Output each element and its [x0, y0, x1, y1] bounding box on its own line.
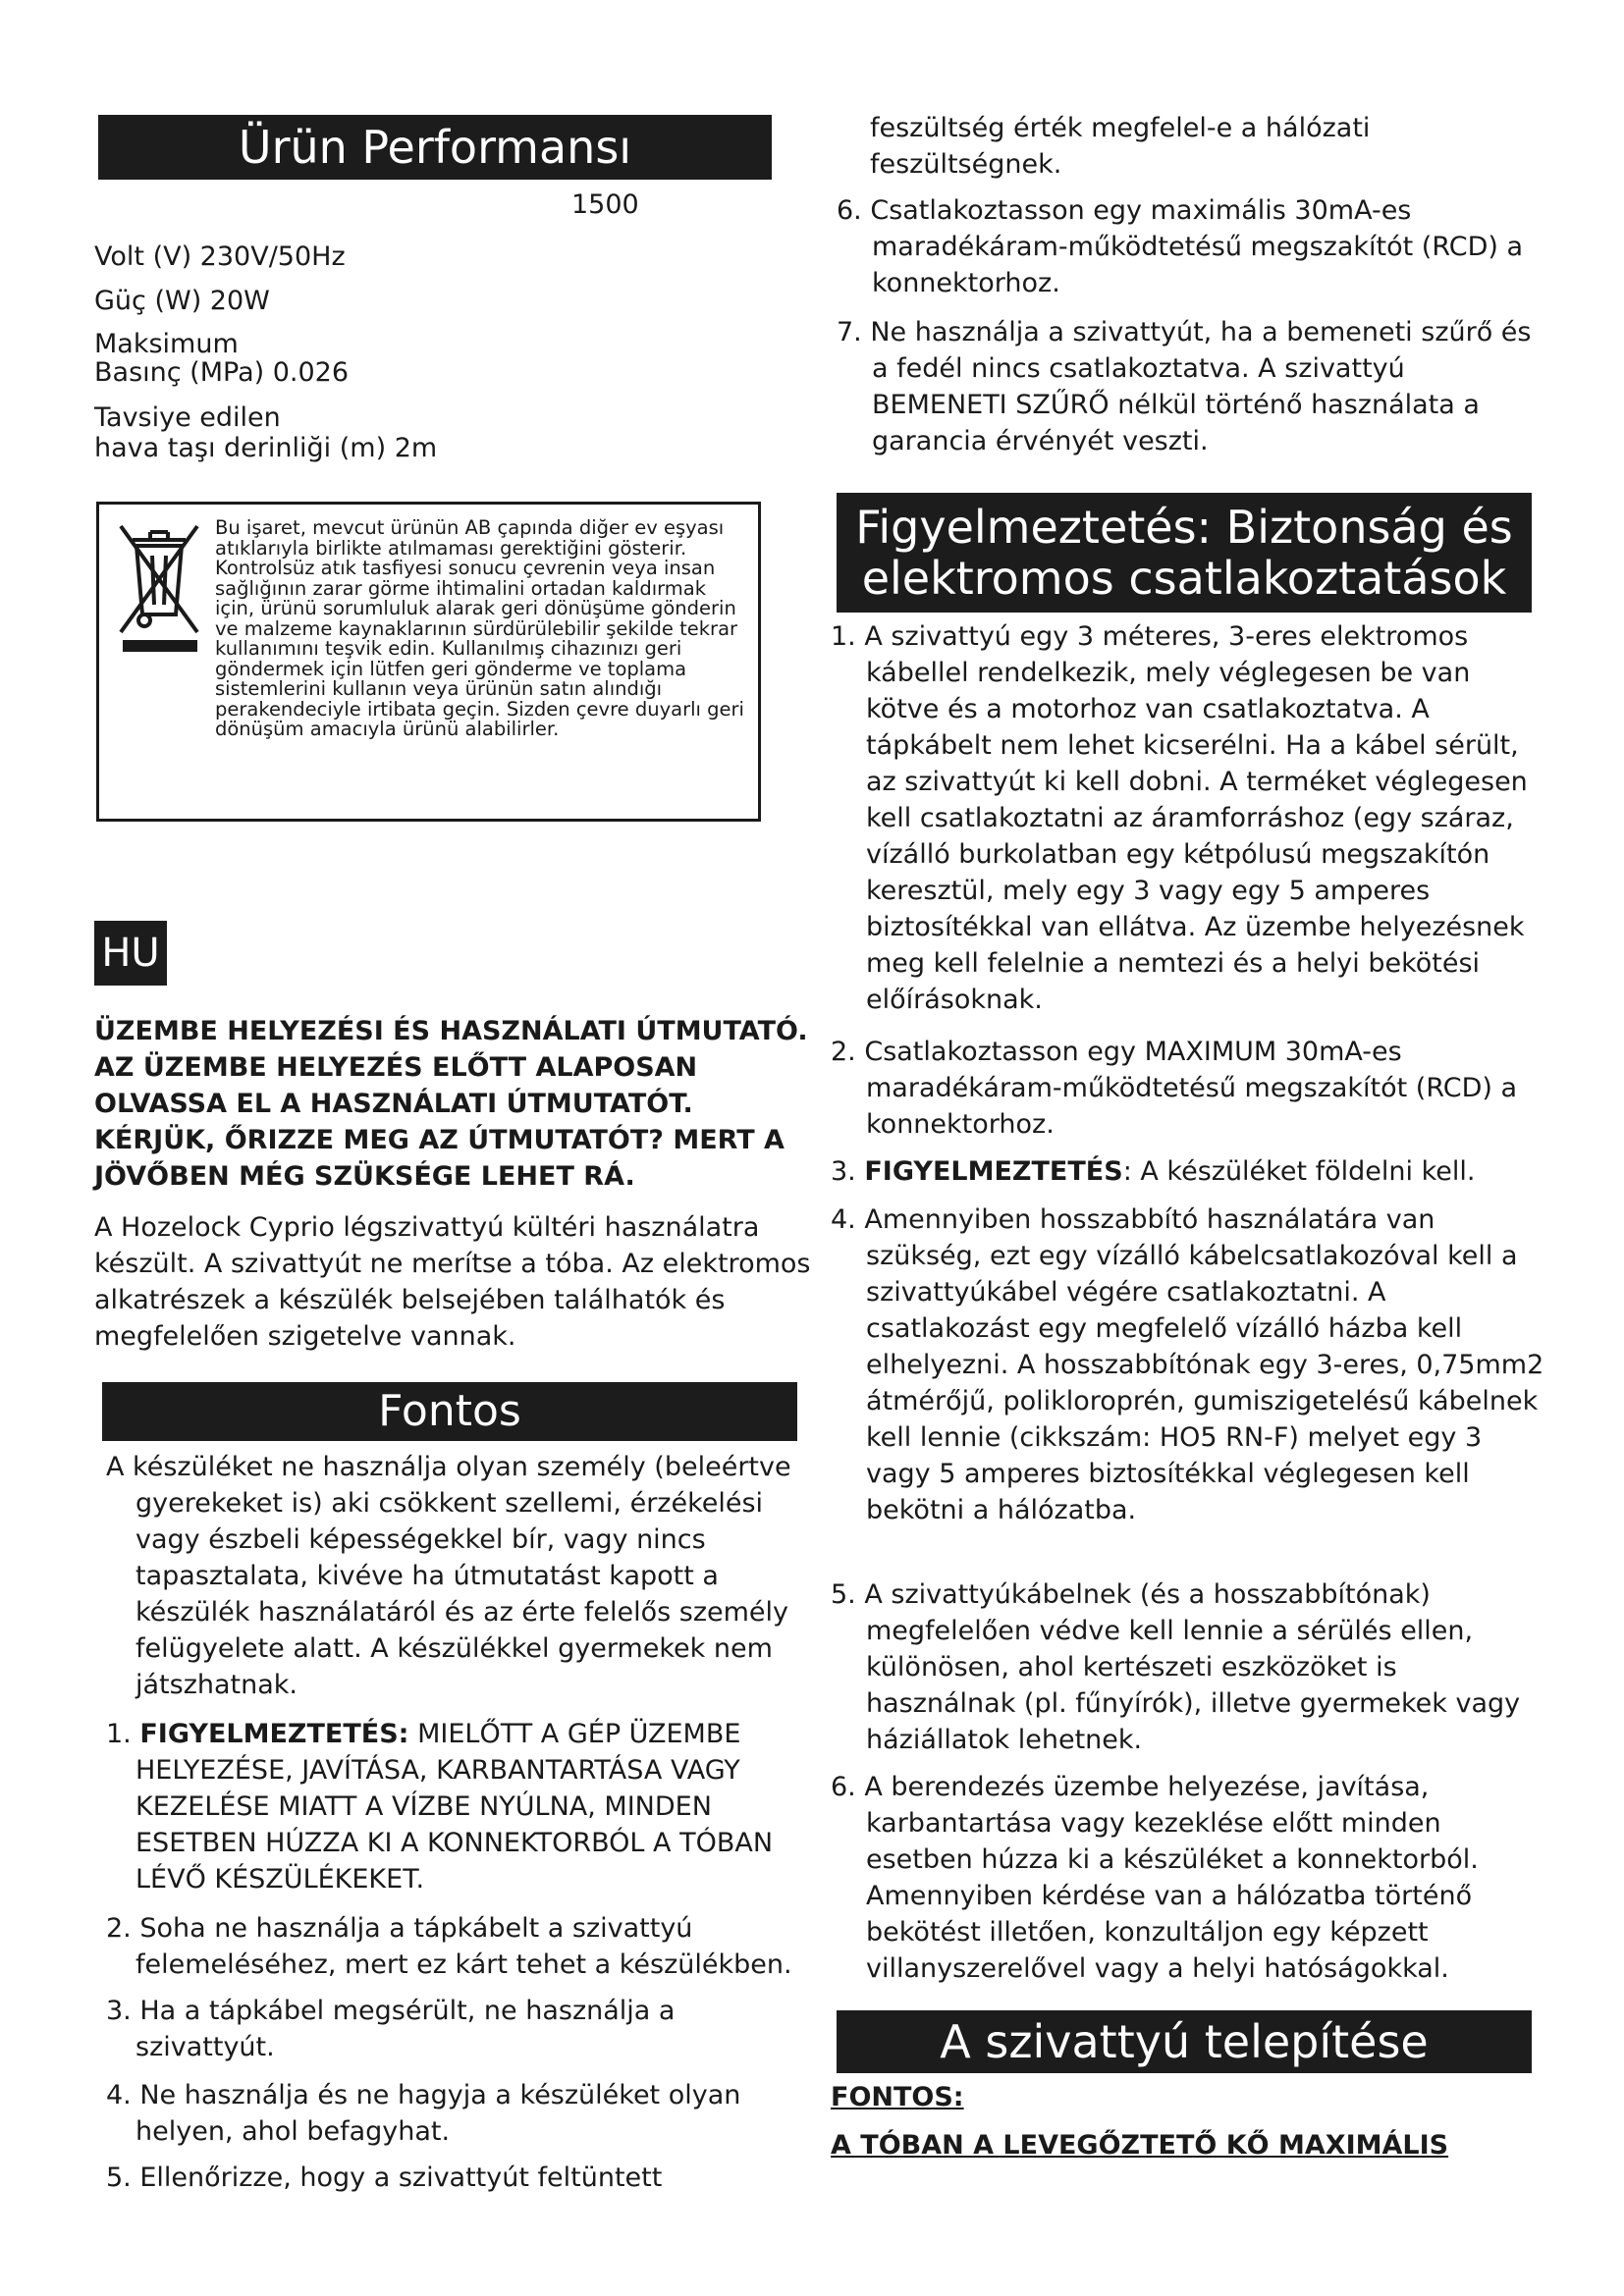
- fontos-item-5: 5. Ellenőrizze, hogy a szivattyút feltüntett: [106, 2163, 663, 2193]
- language-badge: [94, 921, 167, 986]
- intro-text: A Hozelock Cyprio légszivattyú kültéri használatra készült. A szivattyút ne merítse a tóba. Az elektromos alkatrészek a készülék belsejében találhatók és megfelelően szigetelve vannak.: [94, 1212, 811, 1352]
- performance-title-bar: [98, 115, 772, 180]
- spec-depth-label: Tavsiye edilen: [94, 402, 281, 433]
- warning-title-bar: [837, 493, 1532, 613]
- spec-pressure: Basınç (MPa) 0.026: [94, 357, 350, 388]
- warning-item-2: 2. Csatlakoztasson egy MAXIMUM 30mA-es maradékáram-működtetésű megszakítót (RCD) a konnektorhoz.: [831, 1037, 1518, 1140]
- install-first-line: A TÓBAN A LEVEGŐZTETŐ KŐ MAXIMÁLIS: [831, 2130, 1449, 2161]
- weee-notice-box: [96, 502, 761, 822]
- fontos-item-1-text: MIELŐTT A GÉP ÜZEMBE HELYEZÉSE, JAVÍTÁSA, KARBANTARTÁSA VAGY KEZELÉSE MIATT A VÍZBE NYÚLNA, MINDEN ESETBEN HÚZZA KI A KONNEKTORBÓL A TÓBAN LÉVŐ KÉSZÜLÉKEKET.: [135, 1719, 774, 1895]
- fontos-item-3: 3. Ha a tápkábel megsérült, ne használja a szivattyút.: [106, 1996, 676, 2062]
- warning-item-3-number: 3.: [831, 1156, 856, 1187]
- warning-item-6: 6. A berendezés üzembe helyezése, javítása, karbantartása vagy kezeklése előtt minden esetben húzza ki a készüléket a konnektorból. Amennyiben kérdése van a hálózatba történő bekötést illetően, konzultáljon egy képzett villanyszerelővel vagy a helyi hatóságokkal.: [831, 1772, 1479, 1984]
- item-5-continued: feszültség érték megfelel-e a hálózati feszültségnek.: [870, 113, 1371, 180]
- warning-item-3-text: : A készüléket földelni kell.: [1122, 1156, 1476, 1187]
- fontos-item-1: [106, 1716, 813, 1897]
- item-7: 7. Ne használja a szivattyút, ha a bemeneti szűrő és a fedél nincs csatlakoztatva. A szivattyú BEMENETI SZŰRŐ nélkül történő használata a garancia érvényét veszti.: [837, 317, 1532, 456]
- warning-item-4: 4. Amennyiben hosszabbító használatára van szükség, ezt egy vízálló kábelcsatlakozóval kell a szivattyúkábel végére csatlakoztatni. A csatlakozást egy megfelelő vízálló házba kell elhelyezni. A hosszabbítónak egy 3-eres, 0,75mm2 átmérőjű, polikloroprén, gumiszigetelésű kábelnek kell lennie (cikkszám: HO5 RN-F) melyet egy 3 vagy 5 amperes biztosítékkal véglegesen kell bekötni a hálózatba.: [831, 1204, 1544, 1525]
- warning-item-1: 1. A szivattyú egy 3 méteres, 3-eres elektromos kábellel rendelkezik, mely véglegesen be van kötve és a motorhoz van csatlakoztatva. A tápkábelt nem lehet kicserélni. Ha a kábel sérült, az szivattyút ki kell dobni. A terméket véglegesen kell csatlakoztatni az áramforráshoz (egy száraz, vízálló burkolatban egy kétpólusú megszakítón keresztül, mely egy 3 vagy egy 5 amperes biztosítékkal van ellátva. Az üzembe helyezésnek meg kell felelnie a nemtezi és a helyi bekötési előírásoknak.: [831, 621, 1528, 1015]
- intro-warning: ÜZEMBE HELYEZÉSI ÉS HASZNÁLATI ÚTMUTATÓ. AZ ÜZEMBE HELYEZÉS ELŐTT ALAPOSAN OLVASSA EL A HASZNÁLATI ÚTMUTATÓT. KÉRJÜK, ŐRIZZE MEG AZ ÚTMUTATÓT? MERT A JÖVŐBEN MÉG SZÜKSÉGE LEHET RÁ.: [94, 1016, 808, 1192]
- item-6: 6. Csatlakoztasson egy maximális 30mA-es maradékáram-működtetésű megszakítót (RCD) a konnektorhoz.: [837, 195, 1524, 298]
- warning-title-line2: elektromos csatlakoztatások: [861, 552, 1507, 605]
- fontos-item-1-label: FIGYELMEZTETÉS:: [139, 1719, 409, 1749]
- warning-item-3: [831, 1153, 1547, 1190]
- install-title: A szivattyú telepítése: [940, 2015, 1429, 2068]
- warning-title-line1: Figyelmeztetés: Biztonság és: [855, 501, 1513, 554]
- language-badge-label: HU: [101, 931, 160, 976]
- install-title-bar: [837, 2010, 1532, 2073]
- fontos-intro: A készüléket ne használja olyan személy (beleértve gyerekeket is) aki csökkent szellemi, érzékelési vagy észbeli képességekkel bír, vagy nincs tapasztalata, kivéve ha útmutatást kapott a készülék használatáról és az érte felelős személy felügyelete alatt. A készülékkel gyermekek nem játszhatnak.: [106, 1452, 791, 1700]
- performance-title: Ürün Performansı: [238, 121, 632, 174]
- fontos-item-2: 2. Soha ne használja a tápkábelt a szivattyú felemeléséhez, mert ez kárt tehet a készülékben.: [106, 1913, 792, 1980]
- model-number: 1500: [571, 189, 639, 220]
- spec-volt: Volt (V) 230V/50Hz: [94, 241, 346, 272]
- weee-notice-text: Bu işaret, mevcut ürünün AB çapında diğer ev eşyası atıklarıyla birlikte atılmaması gerektiğini gösterir. Kontrolsüz atık tasfiyesi sonucu çevrenin veya insan sağlığının zarar görme ihtimalini ortadan kaldırmak için, ürünü sorumluluk alarak geri dönüşüme gönderin ve malzeme kaynaklarının sürdürülebilir şekilde tekrar kullanımını teşvik edin. Kullanılmış cihazınızı geri göndermek için lütfen geri gönderme ve toplama sistemlerini kullanın veya ürünün satın alındığı perakendeciyle irtibata geçin. Sizden çevre duyarlı geri dönüşüm amacıyla ürünü alabilirler.: [215, 516, 744, 740]
- fontos-item-1-number: 1.: [106, 1719, 132, 1749]
- fontos-item-4: 4. Ne használja és ne hagyja a készüléket olyan helyen, ahol befagyhat.: [106, 2080, 741, 2147]
- warning-item-3-label: FIGYELMEZTETÉS: [864, 1156, 1123, 1187]
- install-fontos-label: FONTOS:: [831, 2082, 964, 2112]
- spec-depth: hava taşı derinliği (m) 2m: [94, 433, 438, 463]
- fontos-title-bar: [102, 1382, 797, 1441]
- spec-pressure-label: Maksimum: [94, 329, 239, 359]
- crossed-bin-icon: [113, 516, 205, 654]
- spec-power: Güç (W) 20W: [94, 286, 270, 316]
- warning-item-5: 5. A szivattyúkábelnek (és a hosszabbítónak) megfelelően védve kell lennie a sérülés ellen, különösen, ahol kertészeti eszközöket is használnak (pl. fűnyírók), illetve gyermekek vagy háziállatok lehetnek.: [831, 1579, 1521, 1755]
- fontos-title: Fontos: [378, 1386, 521, 1436]
